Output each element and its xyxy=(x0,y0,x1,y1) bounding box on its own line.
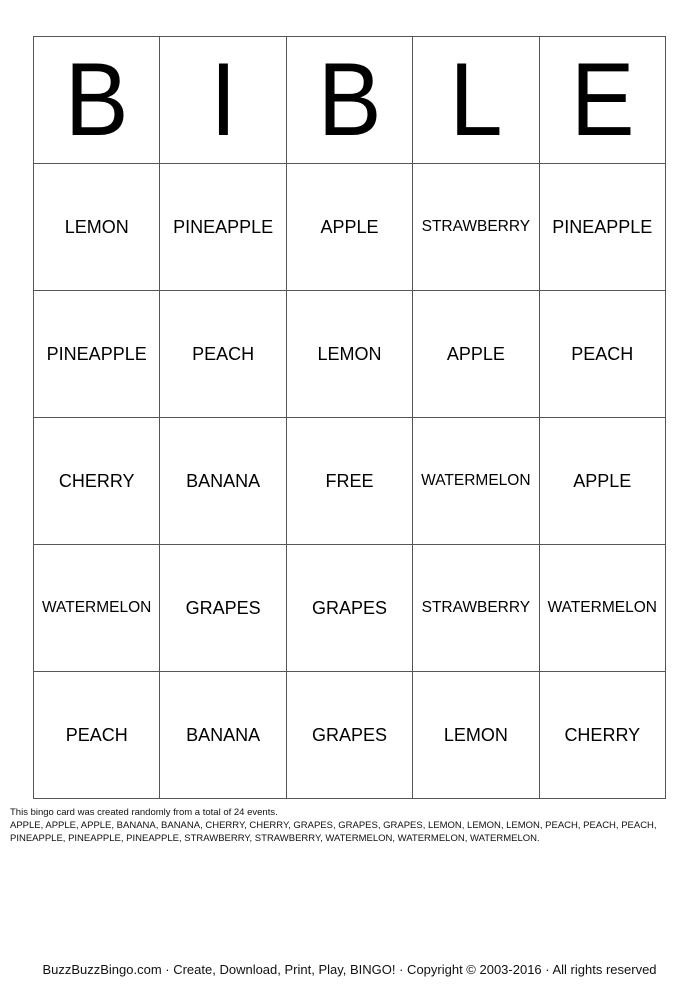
bingo-cell: CHERRY xyxy=(34,418,160,545)
bingo-cell: CHERRY xyxy=(539,672,665,799)
bingo-cell: GRAPES xyxy=(286,545,412,672)
bingo-cell: GRAPES xyxy=(160,545,286,672)
bingo-cell: STRAWBERRY xyxy=(413,164,539,291)
card-generation-note xyxy=(10,806,690,845)
note-line: APPLE, APPLE, APPLE, BANANA, BANANA, CHERRY, CHERRY, GRAPES, GRAPES, GRAPES, LEMON, LEMON, LEMON, PEACH, PEACH, PEACH, xyxy=(10,820,657,831)
bingo-cell: BANANA xyxy=(160,672,286,799)
header-cell-1 xyxy=(34,37,160,164)
bingo-cell: APPLE xyxy=(413,291,539,418)
bingo-cell: PEACH xyxy=(539,291,665,418)
bingo-row-3 xyxy=(34,418,666,545)
bingo-cell: STRAWBERRY xyxy=(413,545,539,672)
note-line: This bingo card was created randomly from a total of 24 events. xyxy=(10,807,278,818)
bingo-row-2 xyxy=(34,291,666,418)
bingo-cell: PINEAPPLE xyxy=(539,164,665,291)
bingo-cell: LEMON xyxy=(286,291,412,418)
bingo-cell: PEACH xyxy=(34,672,160,799)
bingo-cell: APPLE xyxy=(286,164,412,291)
bingo-row-4 xyxy=(34,545,666,672)
header-letter: E xyxy=(570,42,635,158)
bingo-row-1 xyxy=(34,164,666,291)
bingo-cell: PINEAPPLE xyxy=(34,291,160,418)
bingo-cell: PEACH xyxy=(160,291,286,418)
header-cell-2 xyxy=(160,37,286,164)
bingo-cell: PINEAPPLE xyxy=(160,164,286,291)
bingo-card xyxy=(33,36,666,799)
bingo-cell: WATERMELON xyxy=(539,545,665,672)
bingo-cell: LEMON xyxy=(413,672,539,799)
bingo-cell: WATERMELON xyxy=(34,545,160,672)
bingo-header-row xyxy=(34,37,666,164)
header-letter: I xyxy=(209,42,237,158)
note-line: PINEAPPLE, PINEAPPLE, PINEAPPLE, STRAWBERRY, STRAWBERRY, WATERMELON, WATERMELON, WATERMELON. xyxy=(10,833,540,844)
bingo-cell: BANANA xyxy=(160,418,286,545)
bingo-cell: LEMON xyxy=(34,164,160,291)
header-cell-3 xyxy=(286,37,412,164)
bingo-cell: WATERMELON xyxy=(413,418,539,545)
footer-copyright: BuzzBuzzBingo.com · Create, Download, Print, Play, BINGO! · Copyright © 2003-2016 · All rights reserved xyxy=(42,962,657,977)
header-cell-4 xyxy=(413,37,539,164)
header-letter: L xyxy=(449,42,503,158)
header-letter: B xyxy=(317,42,382,158)
bingo-cell: GRAPES xyxy=(286,672,412,799)
free-space-cell: FREE xyxy=(286,418,412,545)
header-letter: B xyxy=(64,42,129,158)
bingo-row-5 xyxy=(34,672,666,799)
header-cell-5 xyxy=(539,37,665,164)
bingo-cell: APPLE xyxy=(539,418,665,545)
